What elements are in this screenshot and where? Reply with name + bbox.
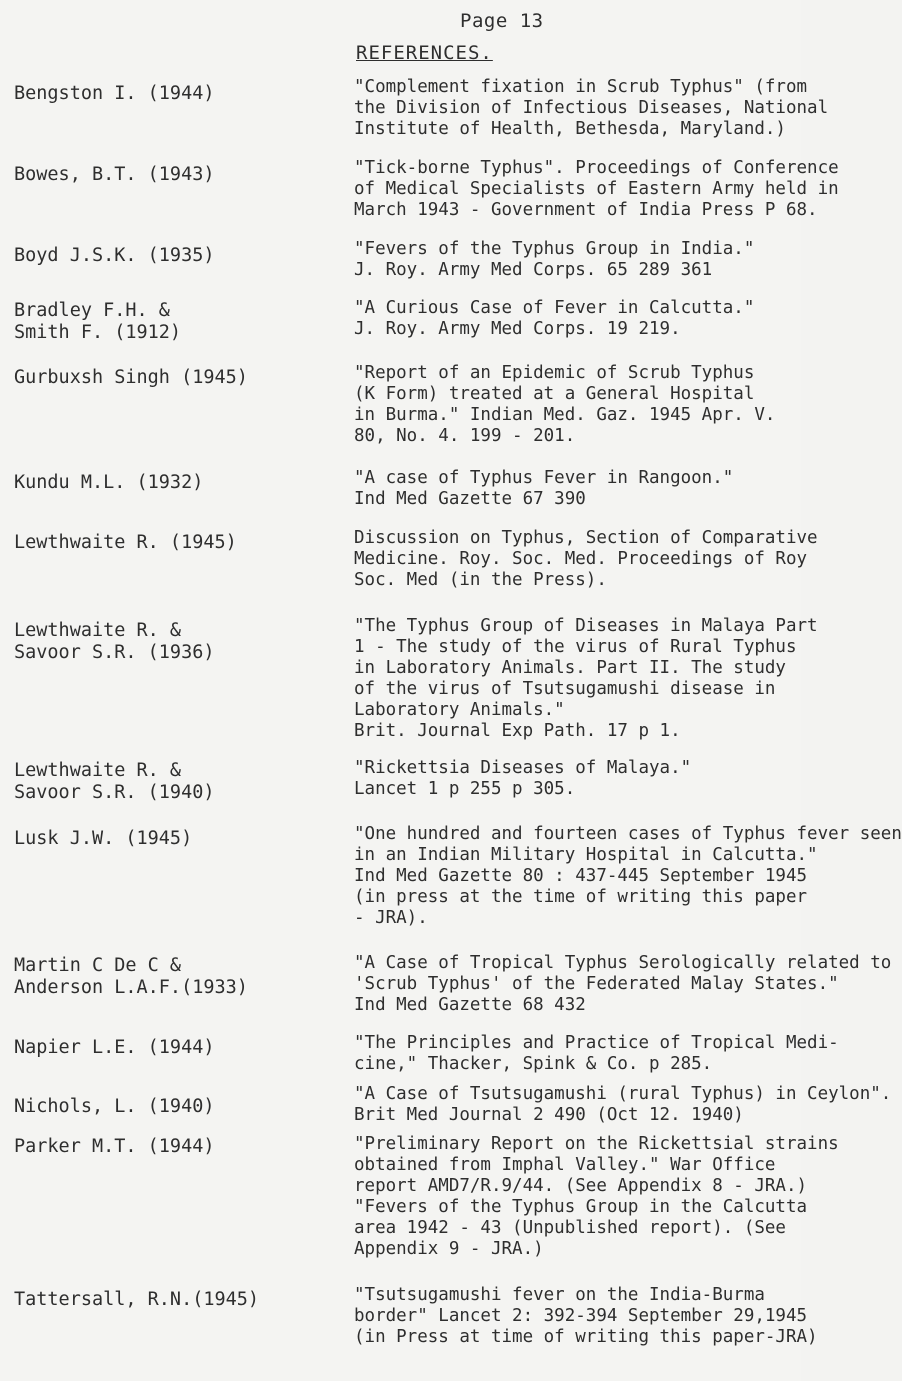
reference-text: "Tick-borne Typhus". Proceedings of Conference of Medical Specialists of Eastern Army held in March 1943 - Government of India Press P 68. bbox=[354, 158, 839, 220]
reference-text: "One hundred and fourteen cases of Typhus fever seen in an Indian Military Hospital in Calcutta." Ind Med Gazette 80 : 437-445 September 1945 (in press at the time of writing this paper - JRA). bbox=[354, 824, 902, 928]
reference-author: Lewthwaite R. & Savoor S.R. (1940) bbox=[14, 760, 215, 803]
reference-author: Lewthwaite R. & Savoor S.R. (1936) bbox=[14, 620, 215, 663]
reference-text: "A Curious Case of Fever in Calcutta." J. Roy. Army Med Corps. 19 219. bbox=[354, 298, 755, 339]
reference-author: Bowes, B.T. (1943) bbox=[14, 164, 215, 185]
reference-author: Lewthwaite R. (1945) bbox=[14, 532, 237, 553]
reference-text: "Rickettsia Diseases of Malaya." Lancet 1 p 255 p 305. bbox=[354, 758, 692, 799]
reference-text: "The Principles and Practice of Tropical Medi- cine," Thacker, Spink & Co. p 285. bbox=[354, 1033, 839, 1074]
reference-author: Tattersall, R.N.(1945) bbox=[14, 1289, 260, 1310]
reference-author: Martin C De C & Anderson L.A.F.(1933) bbox=[14, 955, 248, 998]
reference-author: Bradley F.H. & Smith F. (1912) bbox=[14, 300, 182, 343]
reference-author: Bengston I. (1944) bbox=[14, 83, 215, 104]
reference-author: Napier L.E. (1944) bbox=[14, 1037, 215, 1058]
reference-author: Lusk J.W. (1945) bbox=[14, 828, 193, 849]
reference-author: Nichols, L. (1940) bbox=[14, 1096, 215, 1117]
reference-text: "A Case of Tsutsugamushi (rural Typhus) in Ceylon". Brit Med Journal 2 490 (Oct 12. 1940) bbox=[354, 1084, 892, 1125]
reference-author: Parker M.T. (1944) bbox=[14, 1136, 215, 1157]
reference-author: Kundu M.L. (1932) bbox=[14, 472, 204, 493]
references-heading: REFERENCES. bbox=[356, 42, 493, 64]
reference-text: "Tsutsugamushi fever on the India-Burma border" Lancet 2: 392-394 September 29,1945 (in Press at time of writing this paper-JRA) bbox=[354, 1285, 818, 1347]
reference-text: "A case of Typhus Fever in Rangoon." Ind Med Gazette 67 390 bbox=[354, 468, 734, 509]
page-number: Page 13 bbox=[460, 10, 544, 32]
reference-text: "Fevers of the Typhus Group in India." J. Roy. Army Med Corps. 65 289 361 bbox=[354, 239, 755, 280]
reference-text: "Preliminary Report on the Rickettsial strains obtained from Imphal Valley." War Office report AMD7/R.9/44. (See Appendix 8 - JRA.) "Fevers of the Typhus Group in the Calcutta area 1942 - 43 (Unpublished report). (See Appendix 9 - JRA.) bbox=[354, 1134, 839, 1259]
reference-author: Boyd J.S.K. (1935) bbox=[14, 245, 215, 266]
reference-text: "Complement fixation in Scrub Typhus" (from the Division of Infectious Diseases, National Institute of Health, Bethesda, Maryland.) bbox=[354, 77, 829, 139]
reference-author: Gurbuxsh Singh (1945) bbox=[14, 367, 248, 388]
reference-text: "Report of an Epidemic of Scrub Typhus (K Form) treated at a General Hospital in Burma." Indian Med. Gaz. 1945 Apr. V. 80, No. 4. 199 - 201. bbox=[354, 363, 776, 446]
reference-text: Discussion on Typhus, Section of Comparative Medicine. Roy. Soc. Med. Proceedings of Roy Soc. Med (in the Press). bbox=[354, 528, 818, 590]
reference-text: "The Typhus Group of Diseases in Malaya Part 1 - The study of the virus of Rural Typhus in Laboratory Animals. Part II. The study of the virus of Tsutsugamushi disease in Laboratory Animals." Brit. Journal Exp Path. 17 p 1. bbox=[354, 616, 818, 741]
reference-text: "A Case of Tropical Typhus Serologically related to 'Scrub Typhus' of the Federated Malay States." Ind Med Gazette 68 432 bbox=[354, 953, 892, 1015]
